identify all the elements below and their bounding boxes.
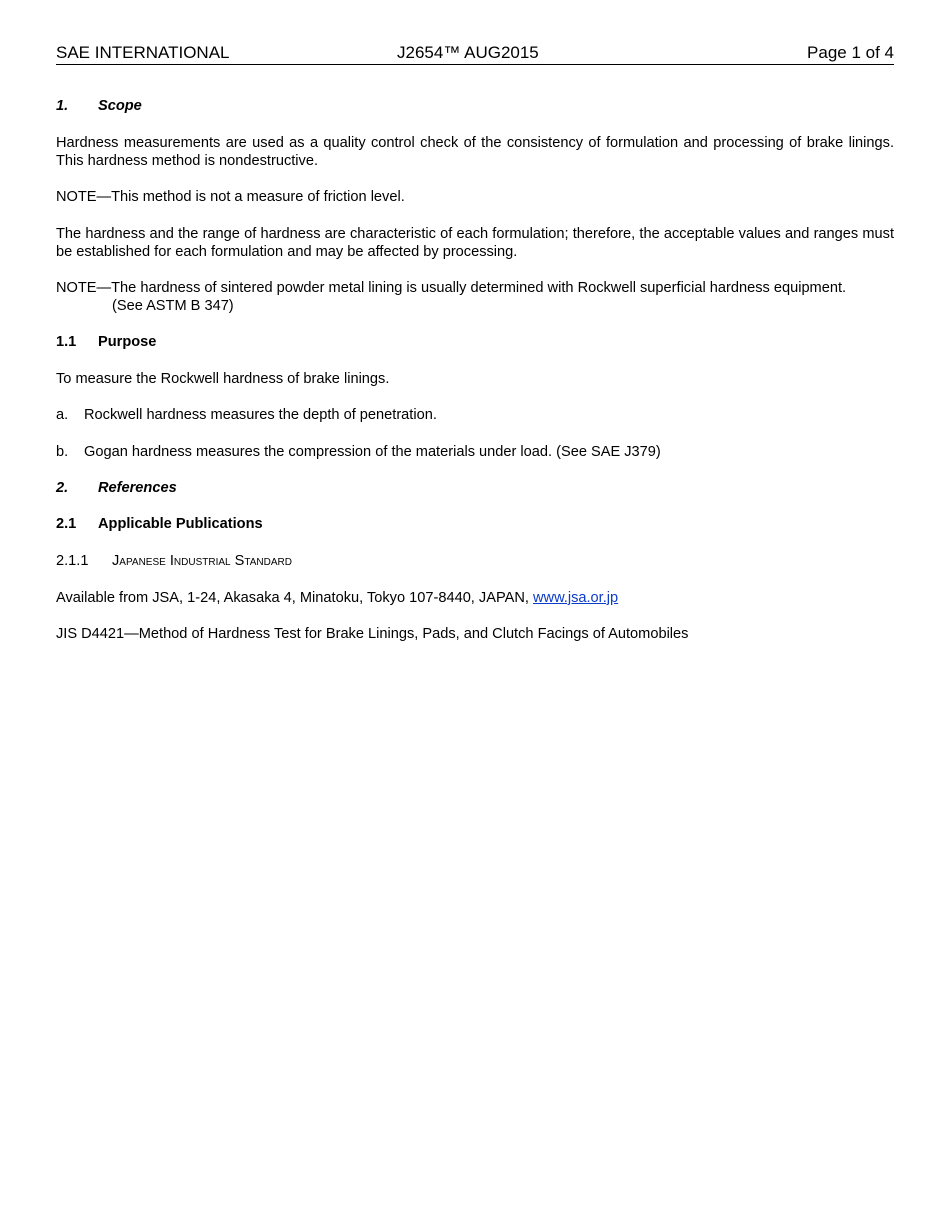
header-org: SAE INTERNATIONAL [56,43,230,62]
section-number: 2.1 [56,516,77,532]
scope-paragraph-1: Hardness measurements are used as a quality control check of the consistency of formulation and processing of brake linings. This hardness method is nondestructive. [56,135,894,169]
section-title: Japanese Industrial Standard [112,553,292,569]
section-jis-heading [56,552,894,570]
availability-text: Available from JSA, 1-24, Akasaka 4, Minatoku, Tokyo 107-8440, JAPAN, [56,590,533,606]
list-text: Gogan hardness measures the compression of the materials under load. (See SAE J379) [84,444,661,460]
section-number: 2.1.1 [56,553,89,569]
jis-standard-reference: JIS D4421—Method of Hardness Test for Brake Linings, Pads, and Clutch Facings of Automobiles [56,626,689,642]
page-header [56,42,894,65]
section-title: Purpose [98,334,157,350]
list-marker: b. [56,444,69,460]
list-text: Rockwell hardness measures the depth of penetration. [84,407,437,423]
scope-paragraph-2: The hardness and the range of hardness are characteristic of each formulation; therefore, the acceptable values and ranges must be established for each formulation and may be affected by processing. [56,226,894,260]
section-references-heading [56,479,894,497]
note-line-1: NOTE—The hardness of sintered powder metal lining is usually determined with Rockwell superficial hardness equipment. [56,280,847,296]
jsa-website-link[interactable]: www.jsa.or.jp [532,590,619,606]
list-item [56,443,894,461]
section-title: Scope [98,98,142,114]
section-scope-heading [56,97,894,115]
section-purpose-heading [56,333,894,351]
section-title: Applicable Publications [98,516,263,532]
section-number: 1.1 [56,334,77,350]
section-title: References [98,480,177,496]
section-number: 2. [56,480,69,496]
scope-note-1: NOTE—This method is not a measure of friction level. [56,189,405,205]
header-doc-id: J2654™ AUG2015 [397,43,539,62]
list-item [56,406,894,424]
scope-note-2 [56,279,894,315]
note-line-2: (See ASTM B 347) [112,298,234,314]
list-marker: a. [56,407,69,423]
purpose-paragraph: To measure the Rockwell hardness of brake linings. [56,371,390,387]
jis-availability [56,589,894,607]
header-page-number: Page 1 of 4 [807,43,894,62]
section-applicable-heading [56,515,894,533]
section-number: 1. [56,98,69,114]
